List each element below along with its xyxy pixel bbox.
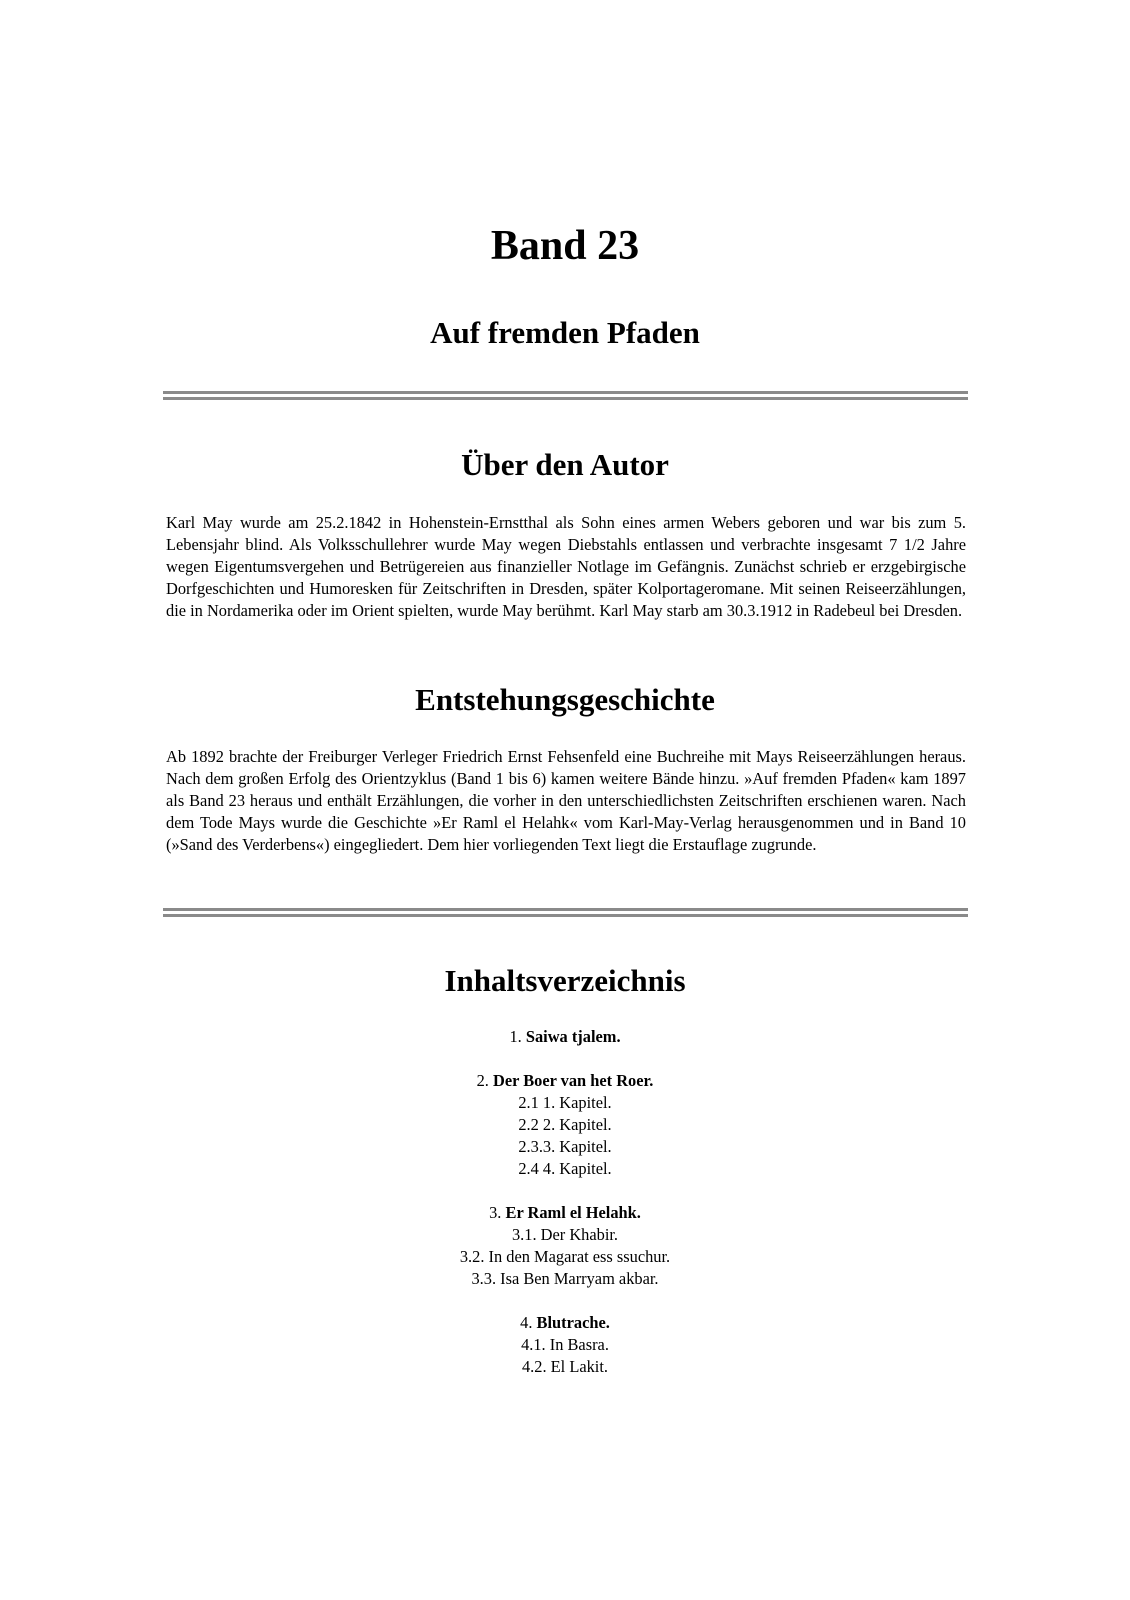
toc-chapter-title[interactable]: 4. Blutrache. <box>520 1313 610 1332</box>
page-title: Band 23 <box>490 223 640 269</box>
double-rule-divider <box>163 391 968 401</box>
toc-subchapter[interactable]: 4.2. El Lakit. <box>521 1357 609 1376</box>
table-of-contents <box>0 1026 1130 1400</box>
toc-chapter-title[interactable]: 2. Der Boer van het Roer. <box>476 1071 654 1090</box>
history-heading: Entstehungsgeschichte <box>415 682 715 717</box>
page-subtitle: Auf fremden Pfaden <box>430 315 700 350</box>
subtitle-block <box>0 315 1130 351</box>
toc-subchapter[interactable]: 2.2 2. Kapitel. <box>518 1115 612 1134</box>
history-paragraph: Ab 1892 brachte der Freiburger Verleger Friedrich Ernst Fehsenfeld eine Buchreihe mit Mays Reiseerzählungen heraus. Nach dem großen Erfolg des Orientzyklus (Band 1 bis 6) kamen weitere Bände hinzu. »Auf fremden Pfaden« kam 1897 als Band 23 heraus und enthält Erzählungen, die vorher in den unterschiedlichsten Zeitschriften erschienen waren. Nach dem Tode Mays wurde die Geschichte »Er Raml el Helahk« vom Karl-May-Verlag herausgenommen und in Band 10 (»Sand des Verderbens«) eingegliedert. Dem hier vorliegenden Text liegt die Erstauflage zugrunde. <box>166 747 966 854</box>
toc-subchapter[interactable]: 3.2. In den Magarat ess ssuchur. <box>459 1247 671 1266</box>
toc-subchapter[interactable]: 2.1 1. Kapitel. <box>518 1093 612 1112</box>
toc-chapter <box>0 1026 1130 1048</box>
history-heading-block <box>0 682 1130 718</box>
toc-chapter-title[interactable]: 3. Er Raml el Helahk. <box>489 1203 641 1222</box>
toc-heading-block <box>0 963 1130 999</box>
toc-chapter <box>0 1312 1130 1378</box>
toc-chapter <box>0 1202 1130 1290</box>
toc-chapter-title[interactable]: 1. Saiwa tjalem. <box>509 1027 621 1046</box>
toc-subchapter[interactable]: 3.3. Isa Ben Marryam akbar. <box>471 1269 659 1288</box>
toc-subchapter[interactable]: 4.1. In Basra. <box>521 1335 609 1354</box>
toc-subchapter[interactable]: 3.1. Der Khabir. <box>511 1225 619 1244</box>
toc-subchapter[interactable]: 2.4 4. Kapitel. <box>518 1159 612 1178</box>
toc-subchapter[interactable]: 2.3.3. Kapitel. <box>518 1137 612 1156</box>
author-paragraph: Karl May wurde am 25.2.1842 in Hohenstein-Ernstthal als Sohn eines armen Webers geboren und war bis zum 5. Lebensjahr blind. Als Volksschullehrer wurde May wegen Diebstahls entlassen und verbrachte insgesamt 7 1/2 Jahre wegen Eigentumsvergehen und Betrügereien aus finanzieller Notlage im Gefängnis. Zunächst schrieb er erzgebirgische Dorfgeschichten und Humoresken für Zeitschriften in Dresden, später Kolportageromane. Mit seinen Reiseerzählungen, die in Nordamerika oder im Orient spielten, wurde May berühmt. Karl May starb am 30.3.1912 in Radebeul bei Dresden. <box>166 513 966 620</box>
toc-heading: Inhaltsverzeichnis <box>444 963 686 998</box>
double-rule-divider <box>163 908 968 918</box>
toc-chapter <box>0 1070 1130 1180</box>
title-block <box>0 222 1130 270</box>
author-heading-block <box>0 447 1130 483</box>
author-heading: Über den Autor <box>461 447 669 482</box>
